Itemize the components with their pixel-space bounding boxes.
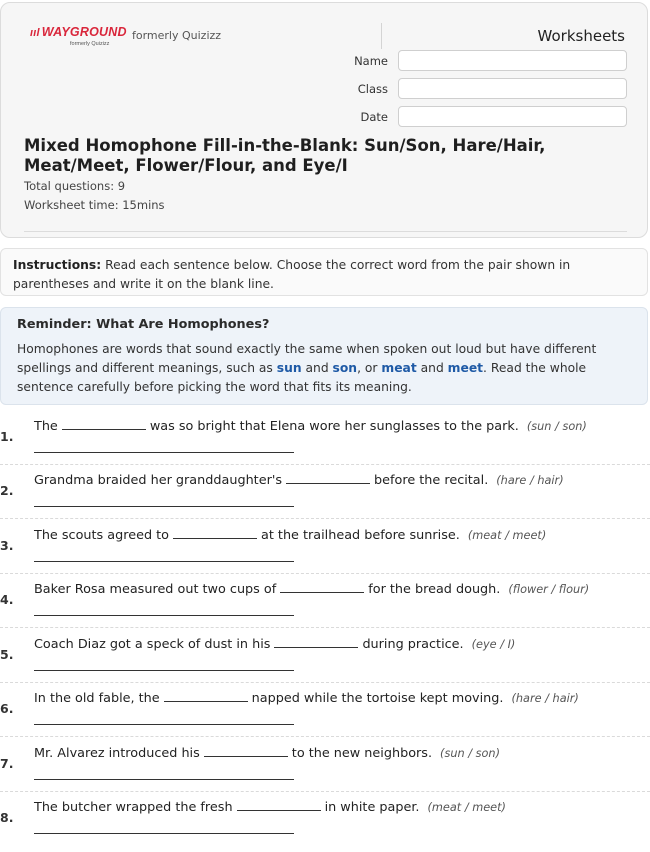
question-text: In the old fable, the napped while the tortoise kept moving. (hare / hair) [34, 691, 579, 706]
name-field[interactable] [398, 50, 627, 71]
word-options: (sun / son) [526, 420, 587, 433]
question-7 [0, 744, 650, 798]
word-options: (hare / hair) [496, 474, 564, 487]
question-text: The butcher wrapped the fresh in white paper. (meat / meet) [34, 800, 506, 815]
inline-blank[interactable] [173, 526, 257, 539]
inline-blank[interactable] [62, 417, 146, 430]
inline-blank[interactable] [164, 689, 248, 702]
reminder-box [0, 307, 648, 405]
answer-line[interactable] [34, 724, 294, 725]
question-4 [0, 580, 650, 634]
question-separator [0, 791, 650, 792]
answer-line[interactable] [34, 561, 294, 562]
question-number: 2. [0, 483, 14, 498]
question-3 [0, 526, 650, 580]
question-8 [0, 798, 650, 852]
question-separator [0, 518, 650, 519]
question-text: Coach Diaz got a speck of dust in his during practice. (eye / I) [34, 637, 516, 652]
question-number: 8. [0, 810, 14, 825]
word-options: (sun / son) [440, 747, 500, 760]
header-rule [24, 231, 627, 232]
reminder-body: Homophones are words that sound exactly the same when spoken out loud but have different spellings and different meanings, such as sun and son, or meat and meet. Read the whole sentence carefully before picking the word that fits its meaning. [17, 342, 597, 394]
inline-blank[interactable] [274, 635, 358, 648]
instructions-box [0, 248, 648, 296]
logo-text: WAYGROUND [41, 25, 127, 39]
inline-blank[interactable] [280, 580, 364, 593]
worksheet-title: Mixed Homophone Fill-in-the-Blank: Sun/Son, Hare/Hair, Meat/Meet, Flower/Flour, and Eye/I [24, 136, 546, 175]
question-text: The scouts agreed to at the trailhead before sunrise. (meat / meet) [34, 528, 547, 543]
question-separator [0, 736, 650, 737]
question-separator [0, 464, 650, 465]
inline-blank[interactable] [237, 798, 321, 811]
question-5 [0, 635, 650, 689]
word-options: (meat / meet) [427, 801, 506, 814]
question-6 [0, 689, 650, 743]
answer-line[interactable] [34, 506, 294, 507]
class-label: Class [357, 82, 388, 96]
question-number: 1. [0, 429, 14, 444]
example-word: son [332, 361, 358, 375]
question-number: 3. [0, 538, 14, 553]
question-text: Mr. Alvarez introduced his to the new neighbors. (sun / son) [34, 746, 500, 761]
example-word: meet [447, 361, 484, 375]
answer-line[interactable] [34, 670, 294, 671]
inline-blank[interactable] [286, 471, 370, 484]
example-word: sun [276, 361, 302, 375]
question-separator [0, 573, 650, 574]
inline-blank[interactable] [204, 744, 288, 757]
logo-subtext: formerly Quizizz [70, 41, 110, 47]
answer-line[interactable] [34, 615, 294, 616]
header-divider [381, 23, 382, 49]
instructions-label: Instructions: [13, 258, 102, 272]
worksheets-label: Worksheets [537, 27, 625, 45]
question-1 [0, 417, 650, 471]
word-options: (meat / meet) [467, 529, 547, 542]
question-number: 6. [0, 701, 14, 716]
date-label: Date [360, 110, 388, 124]
question-text: Grandma braided her granddaughter's before the recital. (hare / hair) [34, 473, 564, 488]
question-number: 5. [0, 647, 14, 662]
instructions-text: Read each sentence below. Choose the correct word from the pair shown in parentheses and write it on the blank line. [13, 258, 571, 291]
word-options: (hare / hair) [511, 692, 579, 705]
worksheet-time: Worksheet time: 15mins [24, 198, 165, 212]
date-field[interactable] [398, 106, 627, 127]
wayground-logo [30, 25, 127, 47]
question-number: 4. [0, 592, 14, 607]
reminder-title: Reminder: What Are Homophones? [17, 317, 270, 332]
example-word: meat [381, 361, 417, 375]
total-questions: Total questions: 9 [24, 179, 126, 193]
question-2 [0, 471, 650, 525]
answer-line[interactable] [34, 833, 294, 834]
question-number: 7. [0, 756, 14, 771]
question-text: Baker Rosa measured out two cups of for the bread dough. (flower / flour) [34, 582, 590, 597]
class-field[interactable] [398, 78, 627, 99]
answer-line[interactable] [34, 452, 294, 453]
answer-line[interactable] [34, 779, 294, 780]
question-text: The was so bright that Elena wore her sunglasses to the park. (sun / son) [34, 419, 587, 434]
name-label: Name [354, 54, 388, 68]
question-separator [0, 682, 650, 683]
logo-bars-icon: ııl [30, 27, 40, 39]
word-options: (eye / I) [471, 638, 516, 651]
formerly-label: formerly Quizizz [132, 29, 222, 42]
worksheet-header [0, 2, 648, 238]
question-separator [0, 627, 650, 628]
word-options: (flower / flour) [508, 583, 590, 596]
